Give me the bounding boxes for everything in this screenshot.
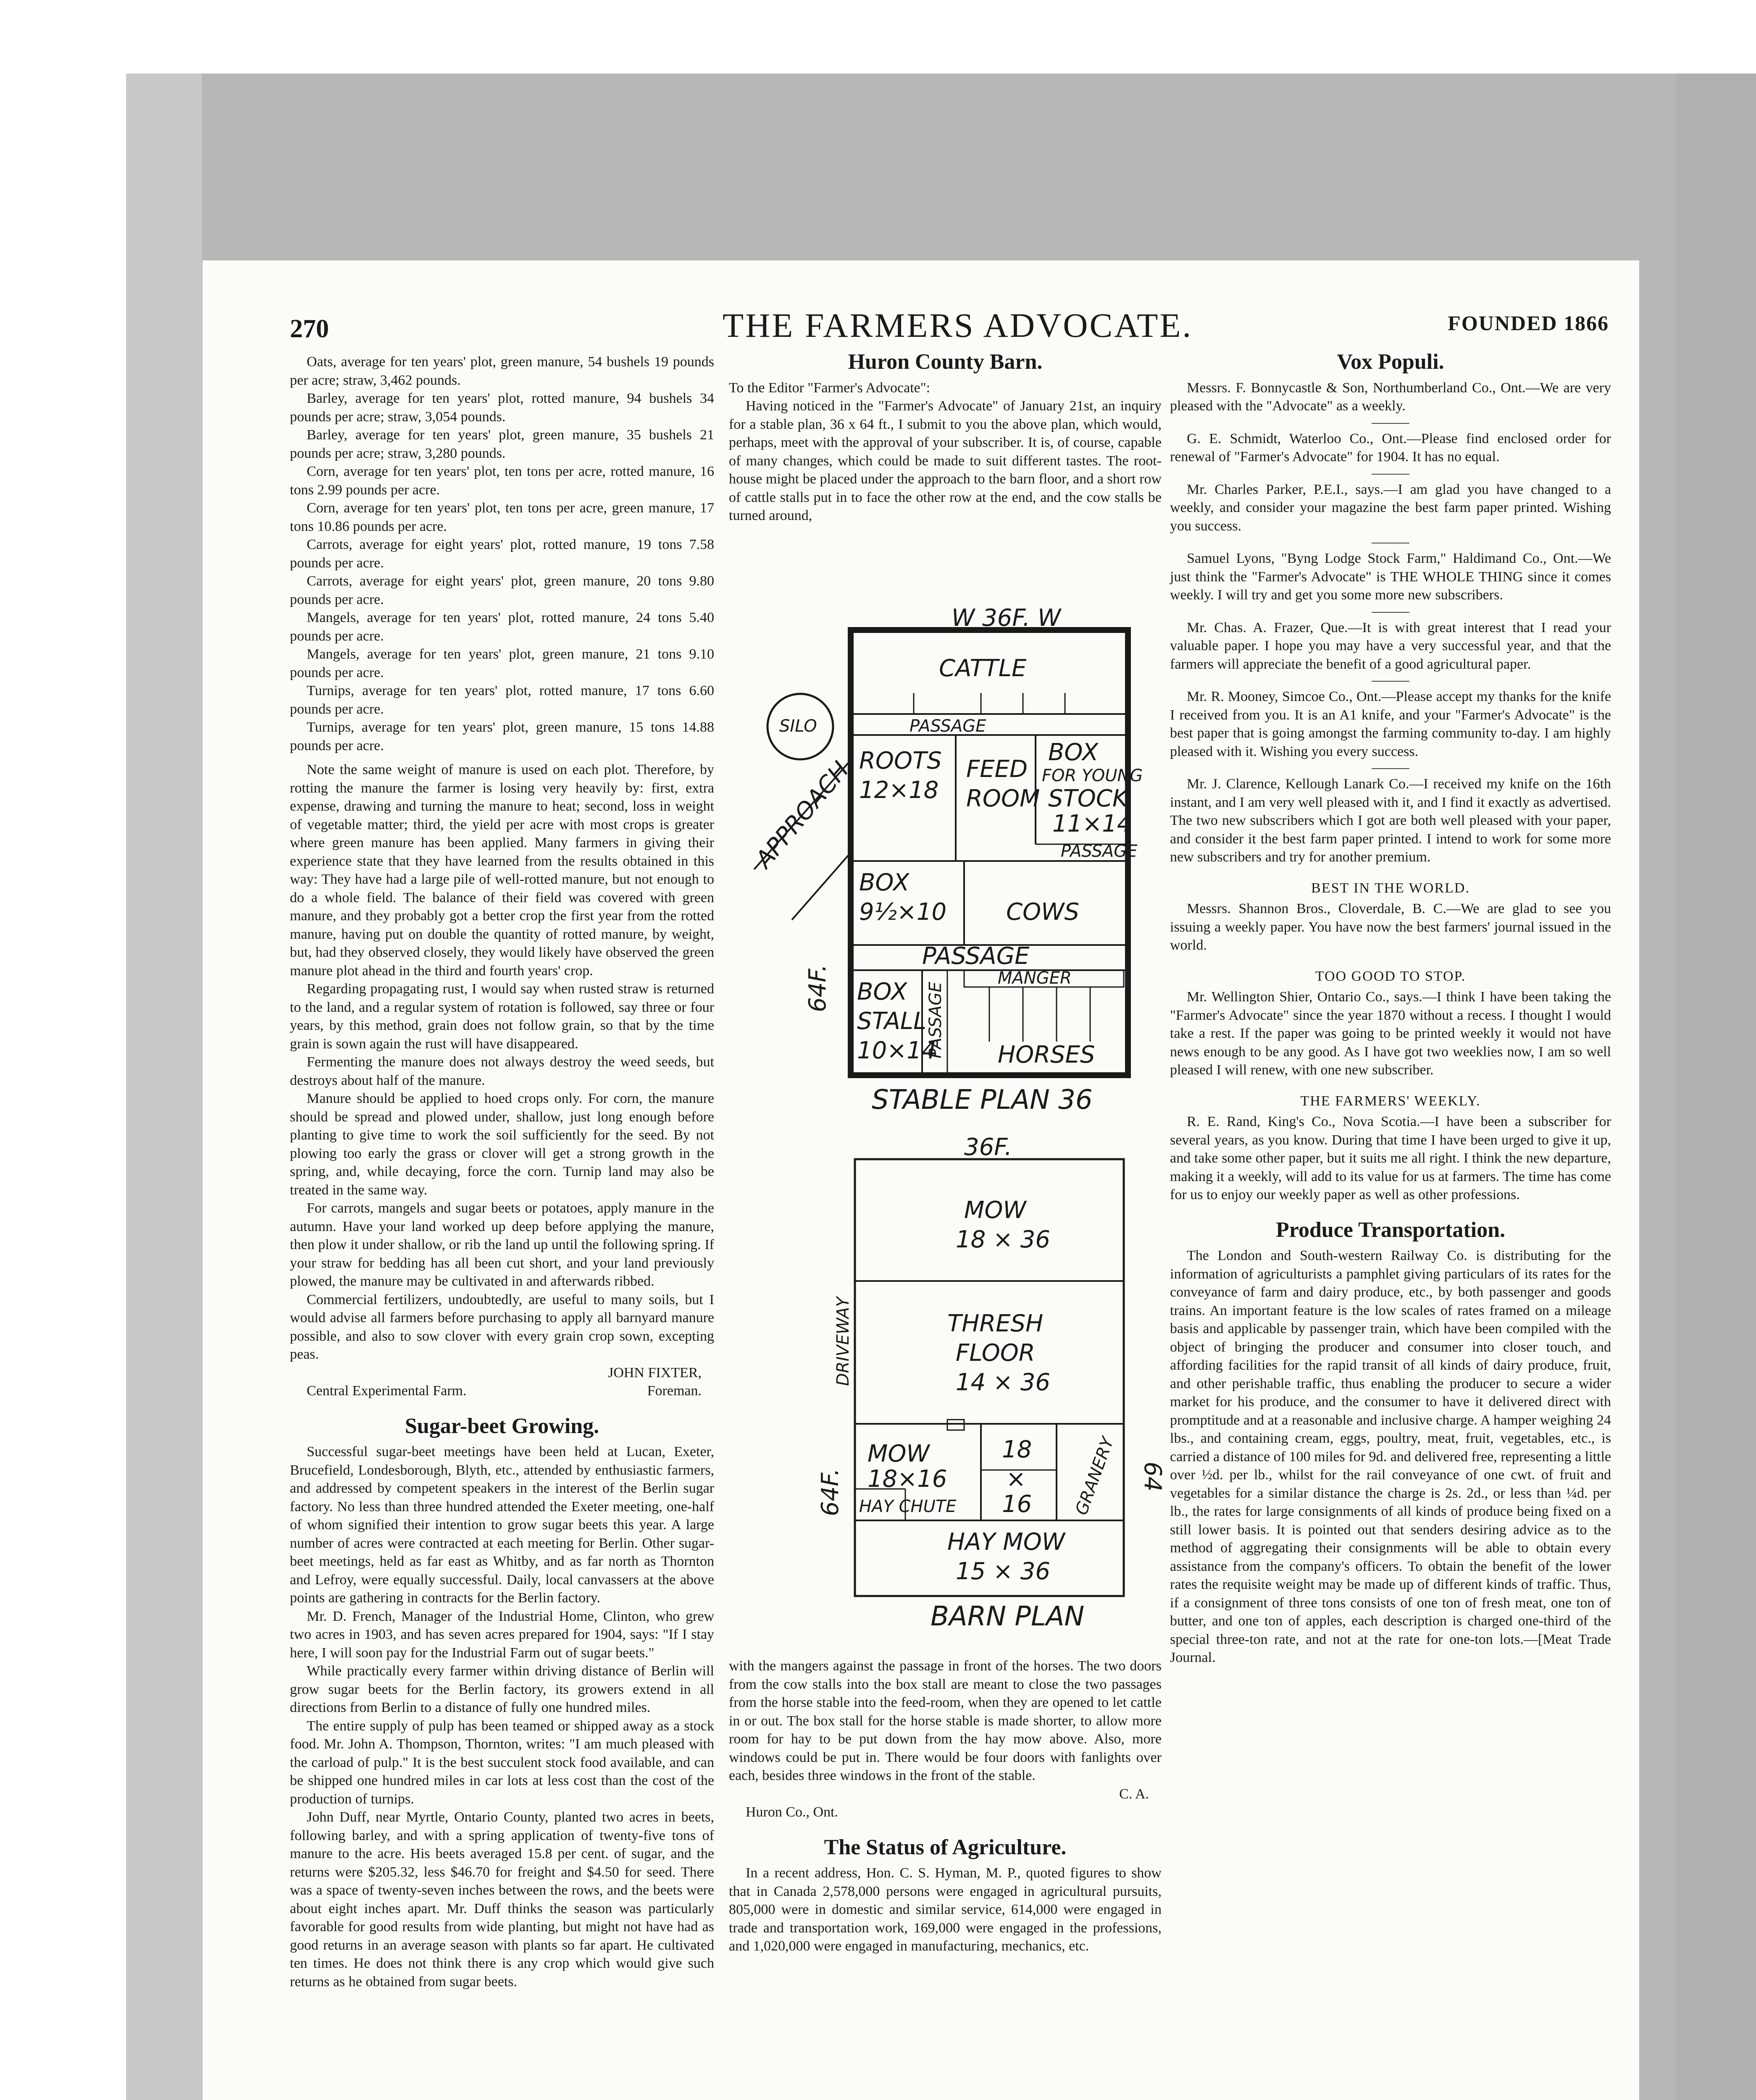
driveway-label: DRIVEWAY bbox=[833, 1297, 853, 1386]
mow2-label: MOW bbox=[867, 1440, 930, 1467]
letter: Mr. Chas. A. Frazer, Que.—It is with great interest that I read your valuable paper. I hope you may have a very successful year, and that the farmers will appreciate the benefit of a good agricultural paper. bbox=[1170, 620, 1611, 672]
letter: G. E. Schmidt, Waterloo Co., Ont.—Please find enclosed order for renewal of "Farmer's Advocate" for 1904. It has no equal. bbox=[1170, 430, 1611, 465]
passage-label-vertical: PASSAGE bbox=[926, 982, 945, 1058]
good-text: Mr. Wellington Shier, Ontario Co., says.—I think I have been taking the "Farmer's Advocate" since the year 1870 without a recess. I thought I would take a rest. If the paper was going to be printed weekly it would not have news enough to be any good. As I have got two weeklies now, I am so well pleased I will renew, with one new subscriber. bbox=[1170, 989, 1611, 1078]
silo-label: SILO bbox=[779, 717, 817, 736]
approach-label: APPROACH bbox=[750, 756, 854, 873]
stock-dim: 11×14 bbox=[1052, 810, 1132, 837]
roots-dim: 12×18 bbox=[859, 777, 939, 804]
letter: Mr. J. Clarence, Kellough Lanark Co.—I received my knife on the 16th instant, and I am very well pleased with it, and I find it exactly as advertised. The two new subscribers which I got are both well pleased with your paper, and consider it the best farm paper printed. I intend to work for some more new subscribers and try for another premium. bbox=[1170, 776, 1611, 865]
founded-label: FOUNDED 1866 bbox=[1448, 311, 1609, 335]
body-paragraph: Fermenting the manure does not always destroy the weed seeds, but destroys about half of the manure. bbox=[290, 1054, 714, 1088]
column-two-continued bbox=[729, 1657, 1162, 1956]
divider bbox=[1372, 681, 1409, 682]
status-agriculture-text: In a recent address, Hon. C. S. Hyman, M. P., quoted figures to show that in Canada 2,578,000 persons were engaged in agricultural pursuits, 805,000 were in domestic and similar service, 614,000 were engaged in trade and transportation work, 169,000 were engaged in the professions, and 1,020,000 were engaged in manufacturing, mechanics, etc. bbox=[729, 1865, 1162, 1954]
sugar-paragraph: While practically every farmer within driving distance of Berlin will grow sugar beets for the Berlin factory, its growers extend in all directions from Berlin to a distance of fully one hundred miles. bbox=[290, 1663, 714, 1715]
column-two bbox=[729, 350, 1162, 525]
vox-populi-title: Vox Populi. bbox=[1337, 350, 1444, 374]
weekly-text: R. E. Rand, King's Co., Nova Scotia.—I have been a subscriber for several years, as you know. During that time I have been urged to give it up, and take some other paper, but it suits me all right. I think the new departure, making it a weekly, will add to its value for us at farmers. The time has come for us to enjoy our weekly paper as well as other professions. bbox=[1170, 1114, 1611, 1202]
plot-result: Mangels, average for ten years' plot, rotted manure, 24 tons 5.40 pounds per acre. bbox=[290, 610, 714, 644]
stock-label: STOCK bbox=[1048, 785, 1128, 812]
dim-16: 16 bbox=[1002, 1491, 1032, 1518]
scan-left-margin bbox=[126, 74, 202, 2100]
sugar-paragraph: Successful sugar-beet meetings have been held at Lucan, Exeter, Brucefield, Londesborough, Blyth, etc., attended by enthusiastic farmers, and addressed by competent speakers in the interest of the Berlin sugar factory. No less than three hundred attended the Exeter meeting, one-half of whom signified their intention to grow sugar beets this year. A large number of acres were contracted at each meeting for Berlin. Other sugar-beet meetings, held as far east as Whitby, and as far north as Thornton and Lefroy, were equally successful. Daily, local canvassers at the above points are gathering in contracts for the Berlin factory. bbox=[290, 1444, 714, 1606]
hay-mow-label: HAY MOW bbox=[947, 1528, 1065, 1556]
mow1-dim: 18 × 36 bbox=[956, 1226, 1051, 1253]
plot-result: Barley, average for ten years' plot, rotted manure, 94 bushels 34 pounds per acre; straw, 3,054 pounds. bbox=[290, 391, 714, 425]
divider bbox=[1372, 423, 1409, 424]
stall-label: STALL bbox=[857, 1008, 927, 1035]
body-paragraph: Note the same weight of manure is used on each plot. Therefore, by rotting the manure the farmer is losing very heavily by: first, extra expense, drawing and turning the manure to heat; second, loss in weight of vegetable matter; third, the yield per acre with most crops is greater where green manure has been applied. Many farmers in giving their experience state that they have learned from the results obtained in this way: They have had a large pile of well-rotted manure, but not enough to do a whole field. The balance of their field was covered with green manure, and they probably got a better crop the first year from the rotted manure, having put on double the quantity of rotted manure, by weight, but, had they observed closely, they would likely have observed the green manure plot ahead in the third and fourth years' crop. bbox=[290, 762, 714, 979]
floor-label: FLOOR bbox=[956, 1339, 1035, 1367]
stable-top-dim: W 36F. W bbox=[952, 604, 1061, 632]
room-label: ROOM bbox=[966, 785, 1040, 812]
sugar-paragraph: John Duff, near Myrtle, Ontario County, planted two acres in beets, following barley, and with a spring application of twenty-five tons of manure to the acre. His beets averaged 15.8 per cent. of sugar, and the returns were $205.32, less $46.70 for freight and $4.50 for seed. There was a space of twenty-seven inches between the rows, and the beets were about eight inches apart. Mr. Duff thinks the season was particularly favorable for good results from wide planting, but might not have had as good returns in an average season with plants so far apart. He cultivated ten times. He does not think there is any crop which would give such returns as he obtained from sugar beets. bbox=[290, 1809, 714, 1990]
for-young-label: FOR YOUNG bbox=[1042, 766, 1143, 785]
granery-label: GRANERY bbox=[1072, 1434, 1118, 1518]
continuation-signature: C. A. bbox=[1119, 1786, 1149, 1802]
letter: Mr. Charles Parker, P.E.I., says.—I am glad you have changed to a weekly, and consider your magazine the best farm paper printed. Wishing you success. bbox=[1170, 481, 1611, 534]
stable-plan-caption: STABLE PLAN 36 bbox=[872, 1084, 1093, 1116]
letter: Messrs. F. Bonnycastle & Son, Northumberland Co., Ont.—We are very pleased with the "Advocate" as a weekly. bbox=[1170, 380, 1611, 414]
scan-right-margin bbox=[1676, 74, 1756, 2100]
masthead-title: THE FARMERS ADVOCATE. bbox=[723, 306, 1193, 344]
barn-plan-caption: BARN PLAN bbox=[931, 1601, 1085, 1632]
barn-plans-figure bbox=[729, 601, 1166, 1632]
best-heading: BEST IN THE WORLD. bbox=[1311, 880, 1470, 896]
plans-svg bbox=[729, 601, 1166, 1632]
box2-dim: 9½×10 bbox=[859, 898, 947, 926]
plot-result: Mangels, average for ten years' plot, green manure, 21 tons 9.10 pounds per acre. bbox=[290, 646, 714, 680]
feed-label: FEED bbox=[966, 756, 1028, 783]
produce-transportation-title: Produce Transportation. bbox=[1275, 1218, 1506, 1242]
barn-side-right-dim: 64 bbox=[1139, 1462, 1166, 1492]
plot-result: Corn, average for ten years' plot, ten tons per acre, rotted manure, 16 tons 2.99 pounds per acre. bbox=[290, 464, 714, 498]
stable-side-dim: 64F. bbox=[804, 964, 831, 1012]
horses-label: HORSES bbox=[998, 1041, 1095, 1068]
divider bbox=[1372, 612, 1409, 613]
sugar-paragraph: The entire supply of pulp has been teamed or shipped away as a stock food. Mr. John A. Thompson, Thornton, writes: "I am much pleased with the carload of pulp." It is the best succulent stock food available, and can be shipped one hundred miles in car lots at less cost than the cost of the production of turnips. bbox=[290, 1718, 714, 1807]
produce-text: The London and South-western Railway Co. is distributing for the information of agriculturists a pamphlet giving particulars of its rates for the conveyance of farm and dairy produce, etc., by both passenger and goods trains. An important feature is the low scales of rates framed on a mileage basis and applicable by passenger train, which have been compiled with the object of bringing the producer and consumer into closer touch, and affording facilities for the rapid transit of all kinds of dairy produce, fruit, and other perishable traffic, thus enabling the producer to secure a wider market for his produce, and the consumer to have it delivered direct with promptitude and at a reasonable and inclusive charge. A hamper weighing 24 lbs., and containing cream, eggs, poultry, meat, fruit, vegetables, etc., is carried a distance of 100 miles for 9d. and delivered free, representing a little over ½d. per lb., whilst for the rail conveyance of one cwt. of fruit and vegetables for a similar distance the charge is 2s. 2d., or less than ¼d. per lb., the rates for large consignments of all kinds of produce being fixed on a still lower basis. It is pointed out that senders desiring advice as to the method of aggregating their consignments will be able to obtain every assistance from the company's officers. To obtain the benefit of the lower rates the requisite weight may be made up of different kinds of traffic. Thus, if a consignment of three tons consists of one ton of fresh meat, one ton of butter, and one ton of apples, each description is charged one-third of the special three-ton rate, and not at the rate for one-ton lots.—[Meat Trade Journal. bbox=[1170, 1248, 1611, 1665]
box2-label: BOX bbox=[859, 869, 910, 896]
passage-label-3: PASSAGE bbox=[922, 942, 1030, 970]
letter: Mr. R. Mooney, Simcoe Co., Ont.—Please accept my thanks for the knife I received from you. It is an A1 knife, and your "Farmer's Advocate" is the best paper that is going amongst the farming community to-day. I am highly pleased with it. Wishing you every success. bbox=[1170, 689, 1611, 759]
salutation: To the Editor "Farmer's Advocate": bbox=[729, 380, 931, 396]
page-number: 270 bbox=[290, 315, 329, 343]
box-stall-label: BOX bbox=[857, 978, 907, 1005]
letter: Samuel Lyons, "Byng Lodge Stock Farm," Haldimand Co., Ont.—We just think the "Farmer's Advocate" is THE WHOLE THING since it comes weekly. I will try and get you some more new subscribers. bbox=[1170, 551, 1611, 603]
plot-result: Oats, average for ten years' plot, green manure, 54 bushels 19 pounds per acre; straw, 3,462 pounds. bbox=[290, 354, 714, 388]
plot-result: Corn, average for ten years' plot, ten tons per acre, green manure, 17 tons 10.86 pounds per acre. bbox=[290, 500, 714, 534]
column-three bbox=[1170, 350, 1611, 1667]
good-heading: TOO GOOD TO STOP. bbox=[1315, 968, 1466, 984]
barn-side-left-dim: 64F. bbox=[817, 1468, 844, 1516]
barn-intro: Having noticed in the "Farmer's Advocate" of January 21st, an inquiry for a stable plan, 36 x 64 ft., I submit to you the above plan, which would, perhaps, meet with the approval of your subscriber. It is, of course, capable of many changes, which could be made to suit different tastes. The root-house might be placed under the approach to the barn floor, and a short row of cattle stalls put in to face the other row at the end, and the cow stalls be turned around, bbox=[729, 398, 1162, 523]
stall-dim: 10×14 bbox=[857, 1037, 937, 1064]
passage-label-1: PASSAGE bbox=[910, 717, 986, 736]
signature-line bbox=[290, 1382, 714, 1400]
page-header bbox=[281, 302, 1609, 344]
body-paragraph: Regarding propagating rust, I would say when rusted straw is returned to the land, and a regular system of rotation is followed, say three or four years, by this method, grain does not follow grain, so that by the time grain is sown again the rust will have disappeared. bbox=[290, 981, 714, 1052]
mow2-dim: 18×16 bbox=[867, 1465, 947, 1493]
plot-result: Turnips, average for ten years' plot, rotted manure, 17 tons 6.60 pounds per acre. bbox=[290, 683, 714, 717]
dim-x: × bbox=[1006, 1465, 1026, 1493]
hay-mow-dim: 15 × 36 bbox=[956, 1558, 1051, 1585]
sugar-beet-title: Sugar-beet Growing. bbox=[405, 1414, 599, 1438]
divider bbox=[1372, 768, 1409, 769]
mow1-label: MOW bbox=[964, 1197, 1026, 1224]
signature-name: JOHN FIXTER, bbox=[608, 1365, 702, 1381]
weekly-heading: THE FARMERS' WEEKLY. bbox=[1300, 1093, 1481, 1109]
box-young-label: BOX bbox=[1048, 739, 1099, 766]
plot-result: Barley, average for ten years' plot, green manure, 35 bushels 21 pounds per acre; straw, 3,280 pounds. bbox=[290, 427, 714, 461]
signature-place: Central Experimental Farm. bbox=[307, 1383, 467, 1399]
hay-chute-label: HAY CHUTE bbox=[859, 1497, 957, 1516]
plot-result: Turnips, average for ten years' plot, green manure, 15 tons 14.88 pounds per acre. bbox=[290, 719, 714, 753]
best-text: Messrs. Shannon Bros., Cloverdale, B. C.—We are glad to see you issuing a weekly paper. You have now the best farmers' journal issued in the world. bbox=[1170, 901, 1611, 953]
cattle-label: CATTLE bbox=[939, 655, 1027, 682]
plot-result: Carrots, average for eight years' plot, green manure, 20 tons 9.80 pounds per acre. bbox=[290, 573, 714, 607]
thresh-label: THRESH bbox=[947, 1310, 1044, 1337]
passage-label-2: PASSAGE bbox=[1061, 842, 1138, 861]
manger-label: MANGER bbox=[998, 969, 1072, 988]
divider bbox=[1372, 474, 1409, 475]
barn-continuation: with the mangers against the passage in front of the horses. The two doors from the cow stalls into the box stall are meant to close the two passages from the horse stable into the feed-room, when they are opened to let cattle in or out. The box stall for the horse stable is made shorter, to allow more room for hay to be put down from the hay mow above. Also, more windows could be put in. There would be four doors with fanlights over each, besides three windows in the front of the stable. bbox=[729, 1658, 1162, 1783]
thresh-dim: 14 × 36 bbox=[956, 1369, 1051, 1396]
cows-label: COWS bbox=[1006, 898, 1080, 926]
signature-title: Foreman. bbox=[647, 1383, 702, 1399]
body-paragraph: For carrots, mangels and sugar beets or potatoes, apply manure in the autumn. Have your land worked up deep before applying the manure, then plow it under shallow, or rib the land up until the following spring. If your straw for bedding has all been cut short, and your land previously plowed, the manure may be cultivated in and afterwards ribbed. bbox=[290, 1200, 714, 1289]
roots-label: ROOTS bbox=[859, 747, 942, 774]
body-paragraph: Manure should be applied to hoed crops only. For corn, the manure should be spread and plowed under, shallow, just long enough before planting to give time to work the soil sufficiently for the seed. By not plowing too early the grass or clover will get a strong growth in the spring, and, while decaying, force the corn. Turnip land may also be treated in the same way. bbox=[290, 1091, 714, 1198]
dim-18: 18 bbox=[1002, 1436, 1032, 1463]
body-paragraph: Commercial fertilizers, undoubtedly, are useful to many soils, but I would advise all farmers before purchasing to apply all barnyard manure possible, and also to sow clover with every grain crop sown, excepting peas. bbox=[290, 1292, 714, 1362]
barn-top-dim: 36F. bbox=[964, 1134, 1012, 1161]
continuation-place: Huron Co., Ont. bbox=[746, 1804, 839, 1820]
status-agriculture-title: The Status of Agriculture. bbox=[824, 1835, 1067, 1859]
huron-barn-title: Huron County Barn. bbox=[848, 350, 1043, 374]
plot-result: Carrots, average for eight years' plot, rotted manure, 19 tons 7.58 pounds per acre. bbox=[290, 537, 714, 571]
sugar-paragraph: Mr. D. French, Manager of the Industrial Home, Clinton, who grew two acres in 1903, and has seven acres prepared for 1904, says: "If I stay here, I will soon pay for the Industrial Farm out of sugar beets." bbox=[290, 1608, 714, 1661]
column-one bbox=[290, 353, 714, 1991]
